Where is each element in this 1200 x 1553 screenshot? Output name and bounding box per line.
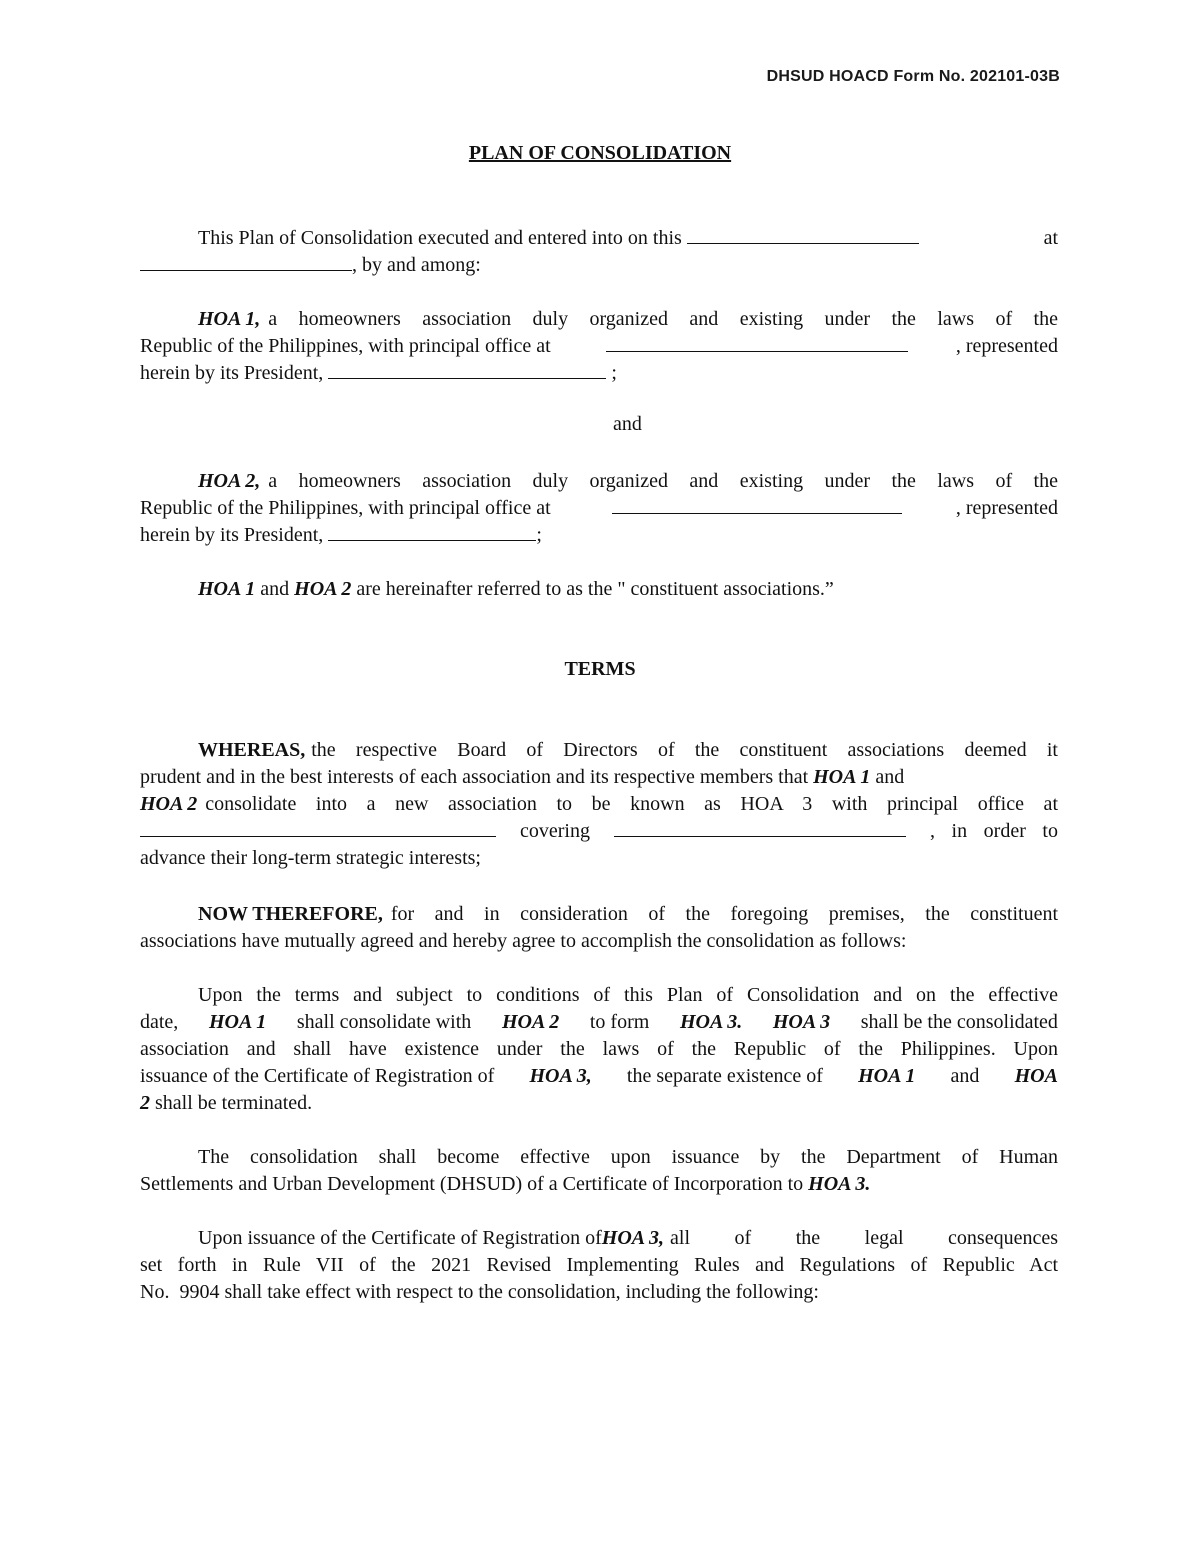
hoa2-office-text: Republic of the Philippines, with principal office at [140, 497, 551, 519]
hoa1-office-blank[interactable] [606, 333, 908, 352]
hoa1-president-blank[interactable] [328, 360, 606, 379]
hoa1-president-text: herein by its President, [140, 362, 324, 384]
now-therefore-paragraph [140, 901, 1058, 955]
intro-paragraph [140, 225, 1058, 279]
upon-terms-hoa2b-part2: 2 [140, 1092, 150, 1114]
issuance-line2: set forth in Rule VII of the 2021 Revised Implementing Rules and Regulations of Republic Act [140, 1254, 1058, 1276]
constituent-hoa1: HOA 1 [198, 578, 256, 600]
upon-terms-line3: association and shall have existence under the laws of the Republic of the Philippines. Upon [140, 1038, 1058, 1060]
hoa1-office-text: Republic of the Philippines, with principal office at [140, 335, 551, 357]
hoa2-end: ; [536, 524, 542, 546]
hoa2-office-blank[interactable] [612, 495, 902, 514]
effective-hoa3: HOA 3. [808, 1173, 871, 1195]
upon-terms-line4a: issuance of the Certificate of Registration of [140, 1065, 495, 1087]
now-therefore-line1: for and in consideration of the foregoing premises, the constituent [390, 903, 1058, 925]
intro-text: This Plan of Consolidation executed and entered into on this [198, 227, 682, 249]
upon-terms-hoa3c: HOA 3, [529, 1065, 592, 1087]
upon-terms-hoa1: HOA 1 [208, 1011, 267, 1033]
hoa1-name: HOA 1, [198, 308, 261, 330]
hoa2-president-text: herein by its President, [140, 524, 324, 546]
upon-terms-hoa2: HOA 2 [501, 1011, 560, 1033]
whereas-inorder: , in order to [929, 820, 1058, 842]
whereas-hoa2: HOA 2 [140, 793, 198, 815]
issuance-paragraph [140, 1225, 1058, 1306]
covering-blank[interactable] [614, 818, 906, 837]
upon-terms-line4b: the separate existence of [626, 1065, 823, 1087]
constituent-and: and [260, 578, 290, 600]
issuance-line3: No. 9904 shall take effect with respect to the consolidation, including the following: [140, 1281, 819, 1303]
effective-line2: Settlements and Urban Development (DHSUD) of a Certificate of Incorporation to [140, 1173, 804, 1195]
upon-terms-hoa3a: HOA 3. [679, 1011, 743, 1033]
place-blank[interactable] [140, 252, 352, 271]
upon-terms-and: and [950, 1065, 980, 1087]
whereas-hoa1: HOA 1 [813, 766, 871, 788]
hoa1-represented: , represented [955, 335, 1058, 357]
hoa2-desc: a homeowners association duly organized and existing under the laws of the [268, 470, 1058, 492]
issuance-hoa3: HOA 3, [601, 1227, 665, 1249]
issuance-line1b: all of the legal consequences [670, 1227, 1058, 1249]
constituent-text: are hereinafter referred to as the " constituent associations.” [356, 578, 834, 600]
hoa1-end: ; [611, 362, 617, 384]
form-number: DHSUD HOACD Form No. 202101-03B [766, 68, 1060, 85]
hoa1-desc: a homeowners association duly organized and existing under the laws of the [268, 308, 1058, 330]
upon-terms-hoa2b-part1: HOA [1014, 1065, 1058, 1087]
whereas-covering: covering [520, 820, 590, 842]
whereas-lead: WHEREAS, [198, 739, 306, 761]
now-therefore-lead: NOW THEREFORE, [198, 903, 383, 925]
hoa1-paragraph [140, 306, 1058, 387]
whereas-line2: prudent and in the best interests of each association and its respective members that [140, 766, 809, 788]
hoa2-paragraph [140, 468, 1058, 549]
constituent-paragraph [140, 576, 1058, 603]
issuance-line1a: Upon issuance of the Certificate of Registration of [198, 1227, 602, 1249]
upon-terms-hoa1b: HOA 1 [858, 1065, 916, 1087]
upon-terms-line1: Upon the terms and subject to conditions of this Plan of Consolidation and on the effective [198, 984, 1058, 1006]
upon-terms-line5: shall be terminated. [155, 1092, 313, 1114]
upon-terms-consolidated: shall be the consolidated [860, 1011, 1058, 1033]
effective-paragraph [140, 1144, 1058, 1198]
whereas-line3: consolidate into a new association to be known as HOA 3 with principal office at [205, 793, 1058, 815]
hoa2-name: HOA 2, [198, 470, 261, 492]
upon-terms-date: date, [140, 1011, 179, 1033]
upon-terms-paragraph [140, 982, 1058, 1117]
hoa2-president-blank[interactable] [328, 522, 536, 541]
terms-heading: TERMS [564, 658, 636, 680]
hoa3-office-blank[interactable] [140, 818, 496, 837]
intro-by-among: , by and among: [352, 254, 481, 276]
upon-terms-consolidate: shall consolidate with [296, 1011, 472, 1033]
document-title: PLAN OF CONSOLIDATION [468, 142, 732, 164]
effective-line1: The consolidation shall become effective upon issuance by the Department of Human [198, 1146, 1058, 1168]
date-blank[interactable] [687, 225, 919, 244]
upon-terms-toform: to form [589, 1011, 650, 1033]
and-separator: and [613, 413, 642, 435]
hoa2-represented: , represented [955, 497, 1058, 519]
whereas-line1: the respective Board of Directors of the constituent associations deemed it [311, 739, 1058, 761]
upon-terms-hoa3b: HOA 3 [772, 1011, 831, 1033]
now-therefore-line2: associations have mutually agreed and hereby agree to accomplish the consolidation as follows: [140, 930, 907, 952]
intro-at: at [1043, 227, 1058, 249]
whereas-and: and [875, 766, 905, 788]
constituent-hoa2: HOA 2 [294, 578, 352, 600]
whereas-paragraph [140, 737, 1058, 872]
whereas-line5: advance their long-term strategic interests; [140, 847, 481, 869]
